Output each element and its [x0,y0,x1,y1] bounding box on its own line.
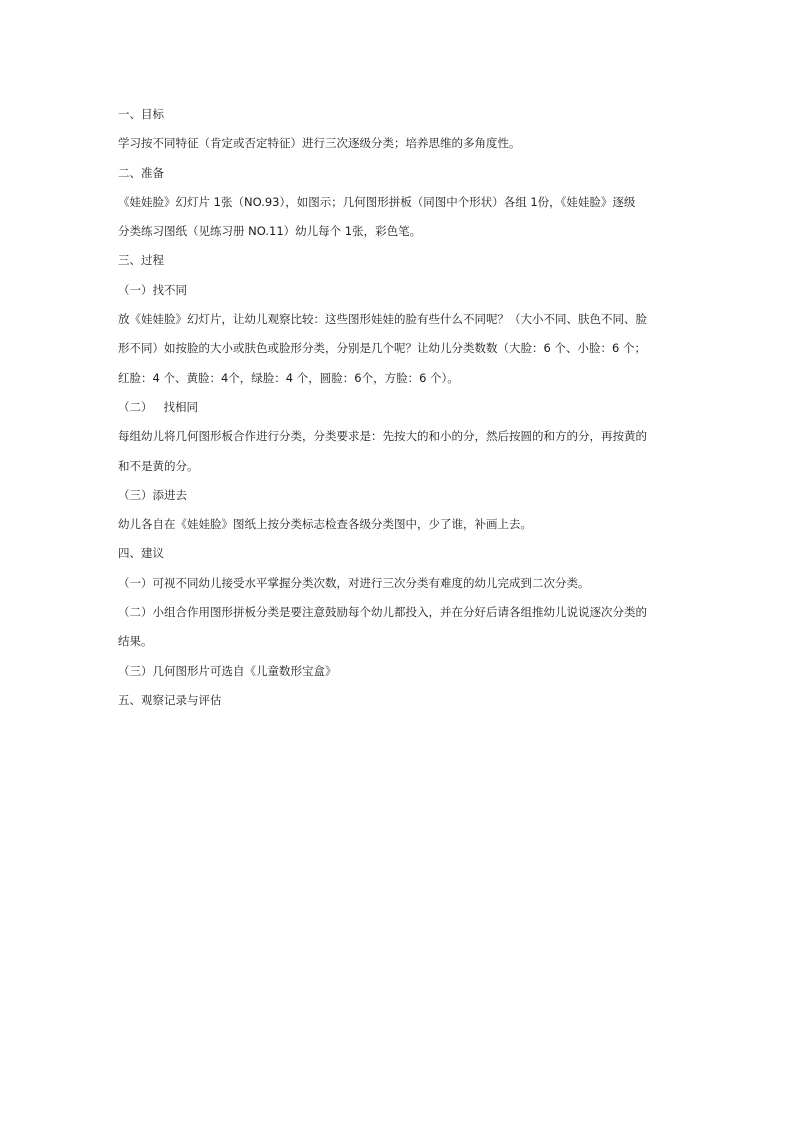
document-body [118,100,678,715]
heading-process: 三、过程 [118,253,164,268]
subheading-add-in: （三）添进去 [118,487,187,502]
paragraph-preparation-line-2: 分类练习图纸（见练习册 NO.11）幼儿每个 1张，彩色笔。 [118,224,422,239]
heading-goal: 一、目标 [118,107,164,121]
paragraph-goal: 学习按不同特征（肯定或否定特征）进行三次逐级分类；培养思维的多角度性。 [118,136,521,151]
heading-preparation: 二、准备 [118,165,164,180]
paragraph-find-differences-line-2: 形不同）如按脸的大小或肤色或脸形分类，分别是几个呢？让幼儿分类数数（大脸：6 个、小脸：6 个； [118,341,646,356]
subheading-find-differences: （一）找不同 [118,282,187,297]
suggestion-item-2-line-1: （二）小组合作用图形拼板分类是要注意鼓励每个幼儿都投入，并在分好后请各组推幼儿说说逐次分类的 [118,605,647,620]
paragraph-preparation-line-1: 《娃娃脸》幻灯片 1张（NO.93），如图示；几何图形拼板（同图中个形状）各组 1份，《娃娃脸》逐级 [118,194,636,209]
paragraph-find-same-line-1: 每组幼儿将几何图形板合作进行分类，分类要求是：先按大的和小的分，然后按圆的和方的分，再按黄的 [118,429,647,444]
suggestion-item-2-line-2: 结果。 [118,634,153,649]
paragraph-find-differences-line-3: 红脸：4 个、黄脸：4个，绿脸：4 个，圆脸：6个，方脸：6 个）。 [118,370,459,385]
suggestion-item-1: （一）可视不同幼儿接受水平掌握分类次数，对进行三次分类有难度的幼儿完成到二次分类。 [118,575,590,590]
suggestion-item-3: （三）几何图形片可选自《儿童数形宝盒》 [118,663,337,678]
heading-suggestions: 四、建议 [118,546,164,561]
heading-observation: 五、观察记录与评估 [118,692,222,707]
paragraph-find-same-line-2: 和不是黄的分。 [118,458,199,473]
paragraph-find-differences-line-1: 放《娃娃脸》幻灯片，让幼儿观察比较：这些图形娃娃的脸有些什么不同呢？（大小不同、肤色不同、脸 [118,312,647,327]
subheading-find-same: （二） 找相同 [118,399,198,414]
paragraph-add-in: 幼儿各自在《娃娃脸》图纸上按分类标志检查各级分类图中，少了谁，补画上去。 [118,517,532,532]
